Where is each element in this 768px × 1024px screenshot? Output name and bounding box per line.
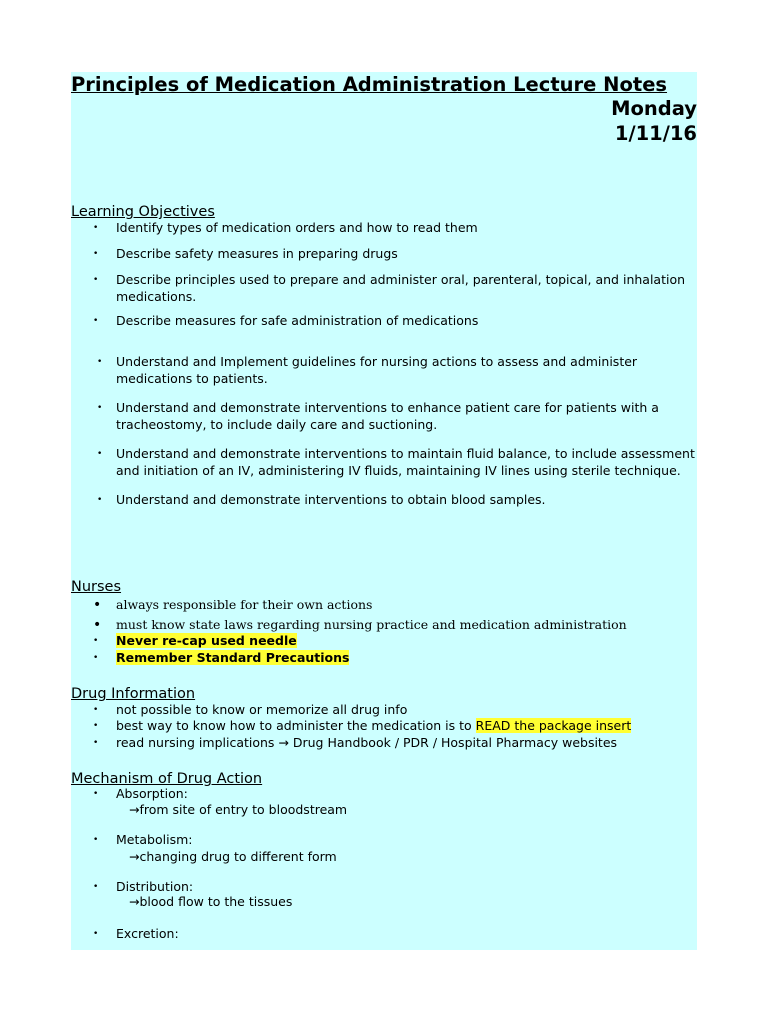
nurses-heading: Nurses <box>71 579 122 595</box>
objective-item: Describe safety measures in preparing drugs <box>116 246 398 261</box>
document-title: Principles of Medication Administration Lecture Notes <box>71 73 668 96</box>
mechanism-detail <box>129 849 337 866</box>
objective-item: Describe measures for safe administration of medications <box>116 313 479 328</box>
bullet-icon: • <box>97 495 103 505</box>
mechanism-label: Distribution: <box>116 879 194 894</box>
objective-item: Describe principles used to prepare and administer oral, parenteral, topical, and inhalation medications. <box>116 272 686 304</box>
bullet-icon: • <box>93 617 102 633</box>
objective-item: Understand and Implement guidelines for nursing actions to assess and administer medications to patients. <box>116 354 638 386</box>
bullet-icon: • <box>97 449 103 459</box>
highlighted-text: READ the package insert <box>475 718 632 733</box>
bullet-icon: • <box>93 636 99 646</box>
bullet-icon: • <box>93 597 102 613</box>
mechanism-detail <box>129 894 292 911</box>
bullet-icon: • <box>93 705 99 715</box>
drug-info-text: best way to know how to administer the medication is to <box>116 718 476 733</box>
nurses-item: must know state laws regarding nursing practice and medication administration <box>116 617 627 632</box>
bullet-icon: • <box>93 835 99 845</box>
arrow-icon: → <box>129 849 140 864</box>
mechanism-detail <box>129 802 347 819</box>
bullet-icon: • <box>93 721 99 731</box>
drug-info-item: read nursing implications → Drug Handbook / PDR / Hospital Pharmacy websites <box>116 735 618 750</box>
mechanism-detail-text: from site of entry to bloodstream <box>139 802 348 817</box>
bullet-icon: • <box>93 653 99 663</box>
bullet-icon: • <box>93 738 99 748</box>
objective-item: Identify types of medication orders and how to read them <box>116 220 478 235</box>
drug-info-item: not possible to know or memorize all drug info <box>116 702 408 717</box>
mechanism-label: Excretion: <box>116 926 179 941</box>
mechanism-detail-text: blood flow to the tissues <box>139 894 293 909</box>
nurses-item-highlighted <box>116 650 701 667</box>
document-date: 1/11/16 <box>614 122 697 145</box>
arrow-icon: → <box>129 802 140 817</box>
learning-objectives-heading: Learning Objectives <box>71 204 215 220</box>
mechanism-heading: Mechanism of Drug Action <box>71 771 263 787</box>
arrow-icon: → <box>129 894 140 909</box>
bullet-icon: • <box>93 275 99 285</box>
mechanism-detail-text: changing drug to different form <box>139 849 337 864</box>
objective-item: Understand and demonstrate interventions to enhance patient care for patients with a tracheostomy, to include daily care and suctioning. <box>116 400 659 432</box>
objective-item: Understand and demonstrate interventions to obtain blood samples. <box>116 492 546 507</box>
bullet-icon: • <box>93 223 99 233</box>
mechanism-label: Absorption: <box>116 786 188 801</box>
document-day: Monday <box>611 97 697 120</box>
highlighted-text: Never re-cap used needle <box>116 633 297 648</box>
drug-information-heading: Drug Information <box>71 686 196 702</box>
bullet-icon: • <box>93 882 99 892</box>
drug-info-item <box>116 718 701 735</box>
bullet-icon: • <box>93 789 99 799</box>
highlighted-text: Remember Standard Precautions <box>116 650 350 665</box>
nurses-item: always responsible for their own actions <box>116 597 373 612</box>
bullet-icon: • <box>93 249 99 259</box>
bullet-icon: • <box>93 929 99 939</box>
nurses-item-highlighted <box>116 633 701 650</box>
bullet-icon: • <box>97 403 103 413</box>
bullet-icon: • <box>93 316 99 326</box>
bullet-icon: • <box>97 357 103 367</box>
mechanism-label: Metabolism: <box>116 832 193 847</box>
objective-item: Understand and demonstrate interventions to maintain fluid balance, to include assessment and initiation of an IV, administering IV fluids, maintaining IV lines using sterile technique. <box>116 446 695 478</box>
